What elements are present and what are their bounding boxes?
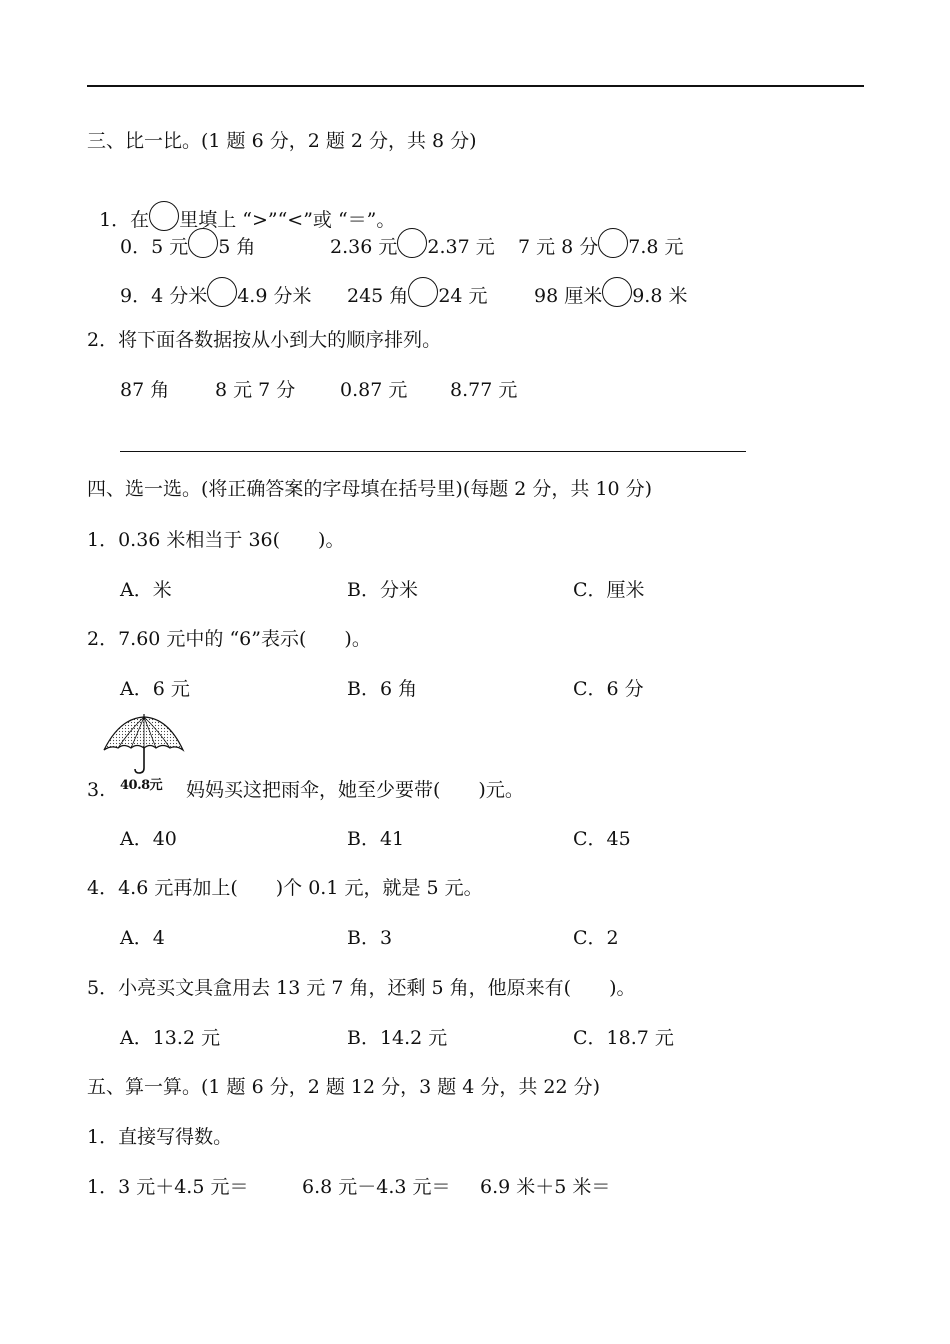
option-c: C．2	[573, 927, 619, 949]
answer-line[interactable]	[120, 451, 746, 452]
compare-item: 98 厘米 9.8 米	[534, 277, 687, 308]
option-c: C．厘米	[573, 579, 645, 601]
option-b: B．6 角	[347, 678, 418, 700]
compare-circle[interactable]	[408, 277, 438, 307]
compare-item: 2.36 元 2.37 元	[330, 228, 495, 259]
q1-prefix: 1．在	[99, 209, 150, 231]
option-a: A．6 元	[120, 678, 190, 700]
compare-item: 9．4 分米 4.9 分米	[120, 277, 311, 308]
section5-heading: 五、算一算。(1 题 6 分，2 题 12 分，3 题 4 分，共 22 分)	[87, 1076, 601, 1098]
option-b: B．3	[347, 927, 393, 949]
option-a: A．4	[120, 927, 165, 949]
question-3: 妈妈买这把雨伞，她至少要带( )元。	[186, 779, 524, 801]
sort-item: 0.87 元	[340, 379, 408, 401]
compare-circle[interactable]	[397, 228, 427, 258]
sort-item: 8 元 7 分	[215, 379, 296, 401]
option-c: C．18.7 元	[573, 1027, 674, 1049]
calc-item: 6.8 元－4.3 元＝	[302, 1176, 451, 1198]
question-2: 2．7.60 元中的 “6”表示( )。	[87, 628, 371, 650]
top-rule	[87, 85, 864, 87]
compare-item: 245 角 24 元	[347, 277, 488, 308]
price-tag: 40.8元	[120, 778, 163, 793]
section3-q1	[87, 177, 395, 232]
umbrella-icon	[100, 712, 186, 774]
section4-heading: 四、选一选。(将正确答案的字母填在括号里)(每题 2 分，共 10 分)	[87, 478, 653, 500]
compare-item: 7 元 8 分 7.8 元	[518, 228, 684, 259]
compare-item: 0．5 元 5 角	[120, 228, 255, 259]
option-a: A．40	[120, 828, 177, 850]
compare-circle[interactable]	[602, 277, 632, 307]
calc-item: 1．3 元＋4.5 元＝	[87, 1176, 249, 1198]
compare-circle[interactable]	[207, 277, 237, 307]
question-1: 1．0.36 米相当于 36( )。	[87, 529, 345, 551]
sort-item: 87 角	[120, 379, 170, 401]
calc-item: 6.9 米＋5 米＝	[480, 1176, 611, 1198]
section3-q2: 2．将下面各数据按从小到大的顺序排列。	[87, 329, 442, 351]
question-5: 5．小亮买文具盒用去 13 元 7 角，还剩 5 角，他原来有( )。	[87, 977, 636, 999]
compare-circle[interactable]	[188, 228, 218, 258]
section3-heading: 三、比一比。(1 题 6 分，2 题 2 分，共 8 分)	[87, 130, 477, 152]
q1-suffix: 里填上 “>”“<”或 “＝”。	[179, 209, 396, 231]
option-c: C．6 分	[573, 678, 644, 700]
compare-circle[interactable]	[598, 228, 628, 258]
option-c: C．45	[573, 828, 631, 850]
sort-item: 8.77 元	[450, 379, 518, 401]
question-4: 4．4.6 元再加上( )个 0.1 元，就是 5 元。	[87, 877, 483, 899]
option-b: B．14.2 元	[347, 1027, 448, 1049]
option-a: A．13.2 元	[120, 1027, 221, 1049]
compare-circle	[149, 201, 179, 231]
question-3-number: 3.	[87, 779, 106, 801]
section5-q1: 1．直接写得数。	[87, 1126, 233, 1148]
option-a: A．米	[120, 579, 172, 601]
option-b: B．分米	[347, 579, 418, 601]
option-b: B．41	[347, 828, 405, 850]
